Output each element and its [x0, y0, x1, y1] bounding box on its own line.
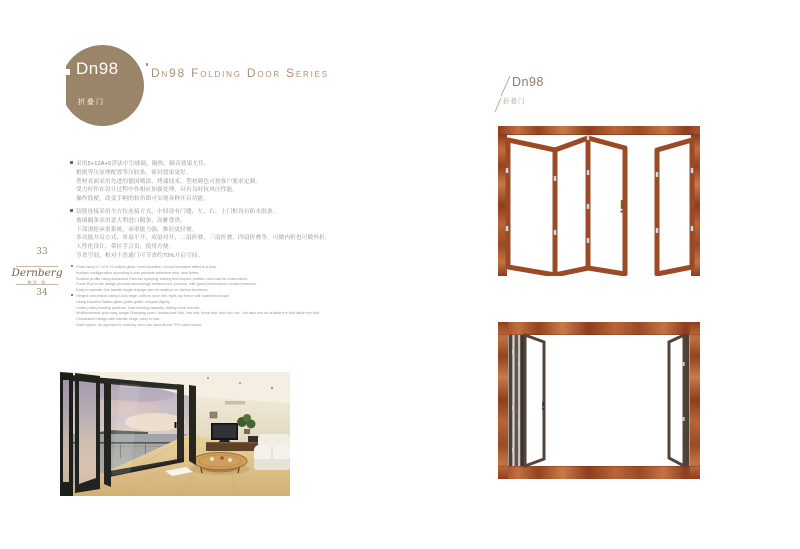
page-number-top: 33	[36, 247, 48, 257]
bullet-icon	[71, 265, 73, 267]
product-image-door-folded	[498, 322, 700, 479]
interior-photo-art	[60, 372, 290, 496]
door-panel	[525, 335, 544, 466]
model-badge	[66, 45, 144, 126]
air-vent	[225, 401, 245, 405]
feature-line: 采用5+12A+5浮法中空玻璃，隔热、隔音效果尤佳。	[76, 161, 210, 167]
feature-line: Using imported Italian glass gutter gutter, elegant dignity.	[76, 298, 171, 304]
door-panel	[588, 138, 625, 274]
feature-line: Humanized design with handle hinge, easy to use.	[76, 316, 161, 321]
door-panel	[555, 138, 588, 275]
title-mark	[146, 63, 148, 66]
door-panel	[657, 140, 692, 274]
badge-category-label: 折叠门	[78, 99, 105, 106]
brand-logo-subtext: 德恩·堡	[27, 279, 47, 285]
bullet-icon	[70, 161, 73, 164]
feature-line: Surface profile using advanced German spraying, baking techniques, profiles color can be customized.	[76, 275, 248, 281]
feature-line: 节省空间，相对于普通门可节省约70%开启空间。	[76, 252, 204, 259]
wall-clock	[210, 412, 217, 418]
door-handle	[175, 422, 177, 428]
stacked-panels-left	[509, 335, 545, 466]
feature-line: 操作简便，改变手柄的转角即可实现各种开启功能。	[76, 196, 210, 203]
series-title: Dn98 Folding Door Series	[151, 66, 329, 80]
features-en-block-1	[76, 264, 257, 293]
feature-line: 多功能开启方式，单扇平开、双扇对开、二扇折叠、三扇折叠、四扇折叠等，可做内折也可做外折。	[76, 235, 331, 242]
product-image-door-open	[498, 126, 700, 276]
feature-line: Easy to operate, the handle angle change can be realized on various functions.	[76, 287, 209, 292]
features-en-block-2	[76, 293, 320, 328]
feature-line: Force Rod in the design process accordingly enhance the process, with good performance of wind pressure.	[76, 281, 258, 287]
header-slash-icon	[492, 72, 514, 114]
features-cn-block-1	[76, 160, 261, 204]
feature-line: 下部滑轮承重系统，承重能力强，推拉更轻便。	[76, 226, 198, 233]
door-panel	[508, 140, 555, 275]
feature-line: Lower pulley bearing systems, load-bearing capacity, sliding more smooth.	[76, 304, 201, 310]
feature-line: 玻璃隔条采用意大利进口隔条，高雅尊贵。	[76, 217, 186, 224]
feature-line: Isobaric configuration according to the principle adhesive strip, seal better.	[76, 269, 200, 275]
features-cn-block-2	[76, 208, 331, 261]
coffee-table	[190, 453, 250, 476]
feature-line: Multifunctional open way, single Shanping open, double-leaf folio, two fold, three fold, four fold, etc., but also can do outside the fold within the fold.	[76, 310, 320, 316]
feature-line: 人性化设计，带拉手合页，使用方便。	[76, 244, 175, 251]
door-panels	[508, 138, 692, 275]
feature-line: 铰链连接采用全方位连接方式，中间设有门缝，左、右、上门框设有防水胶条。	[76, 209, 279, 215]
feature-line: 型材表面采用先进的德国喷涂、烤漆技术，型材颜色可按客户要求定制。	[76, 178, 262, 185]
feature-line: Hinged connection using a full range, with no door, left, right, top frame with waterproof tape.	[76, 293, 230, 298]
feature-line: Float using 5 +12 A +5 hollow glass, heat insulation, sound insulation effect is a plus.	[76, 264, 217, 269]
feature-line: Save space, as opposed to ordinary door can save about 70% open space.	[76, 321, 203, 327]
badge-model-label: Dn98	[76, 59, 119, 78]
door-open-art	[498, 126, 700, 276]
interior-photo	[60, 372, 290, 496]
feature-line: 根据等压原理配置等压胶条，密封效果更好。	[76, 169, 192, 176]
right-page-category: 折叠门	[503, 98, 526, 105]
brand-rule-bottom	[16, 284, 58, 285]
page-number-bottom: 34	[36, 288, 48, 298]
tv-set	[211, 423, 238, 443]
badge-circle	[66, 45, 144, 126]
door-folded-art	[498, 322, 700, 479]
sofa	[254, 434, 290, 470]
right-page-model: Dn98	[512, 75, 544, 89]
door-panel	[669, 335, 684, 466]
brand-logo: Dernberg	[11, 267, 63, 279]
stacked-panels-right	[669, 335, 690, 466]
bullet-icon	[70, 209, 73, 212]
feature-line: 受力杆件在设计过程中作相应加强处理，具有良好抗风压性能。	[76, 187, 239, 194]
bullet-icon	[71, 294, 73, 296]
badge-notch	[66, 69, 70, 75]
